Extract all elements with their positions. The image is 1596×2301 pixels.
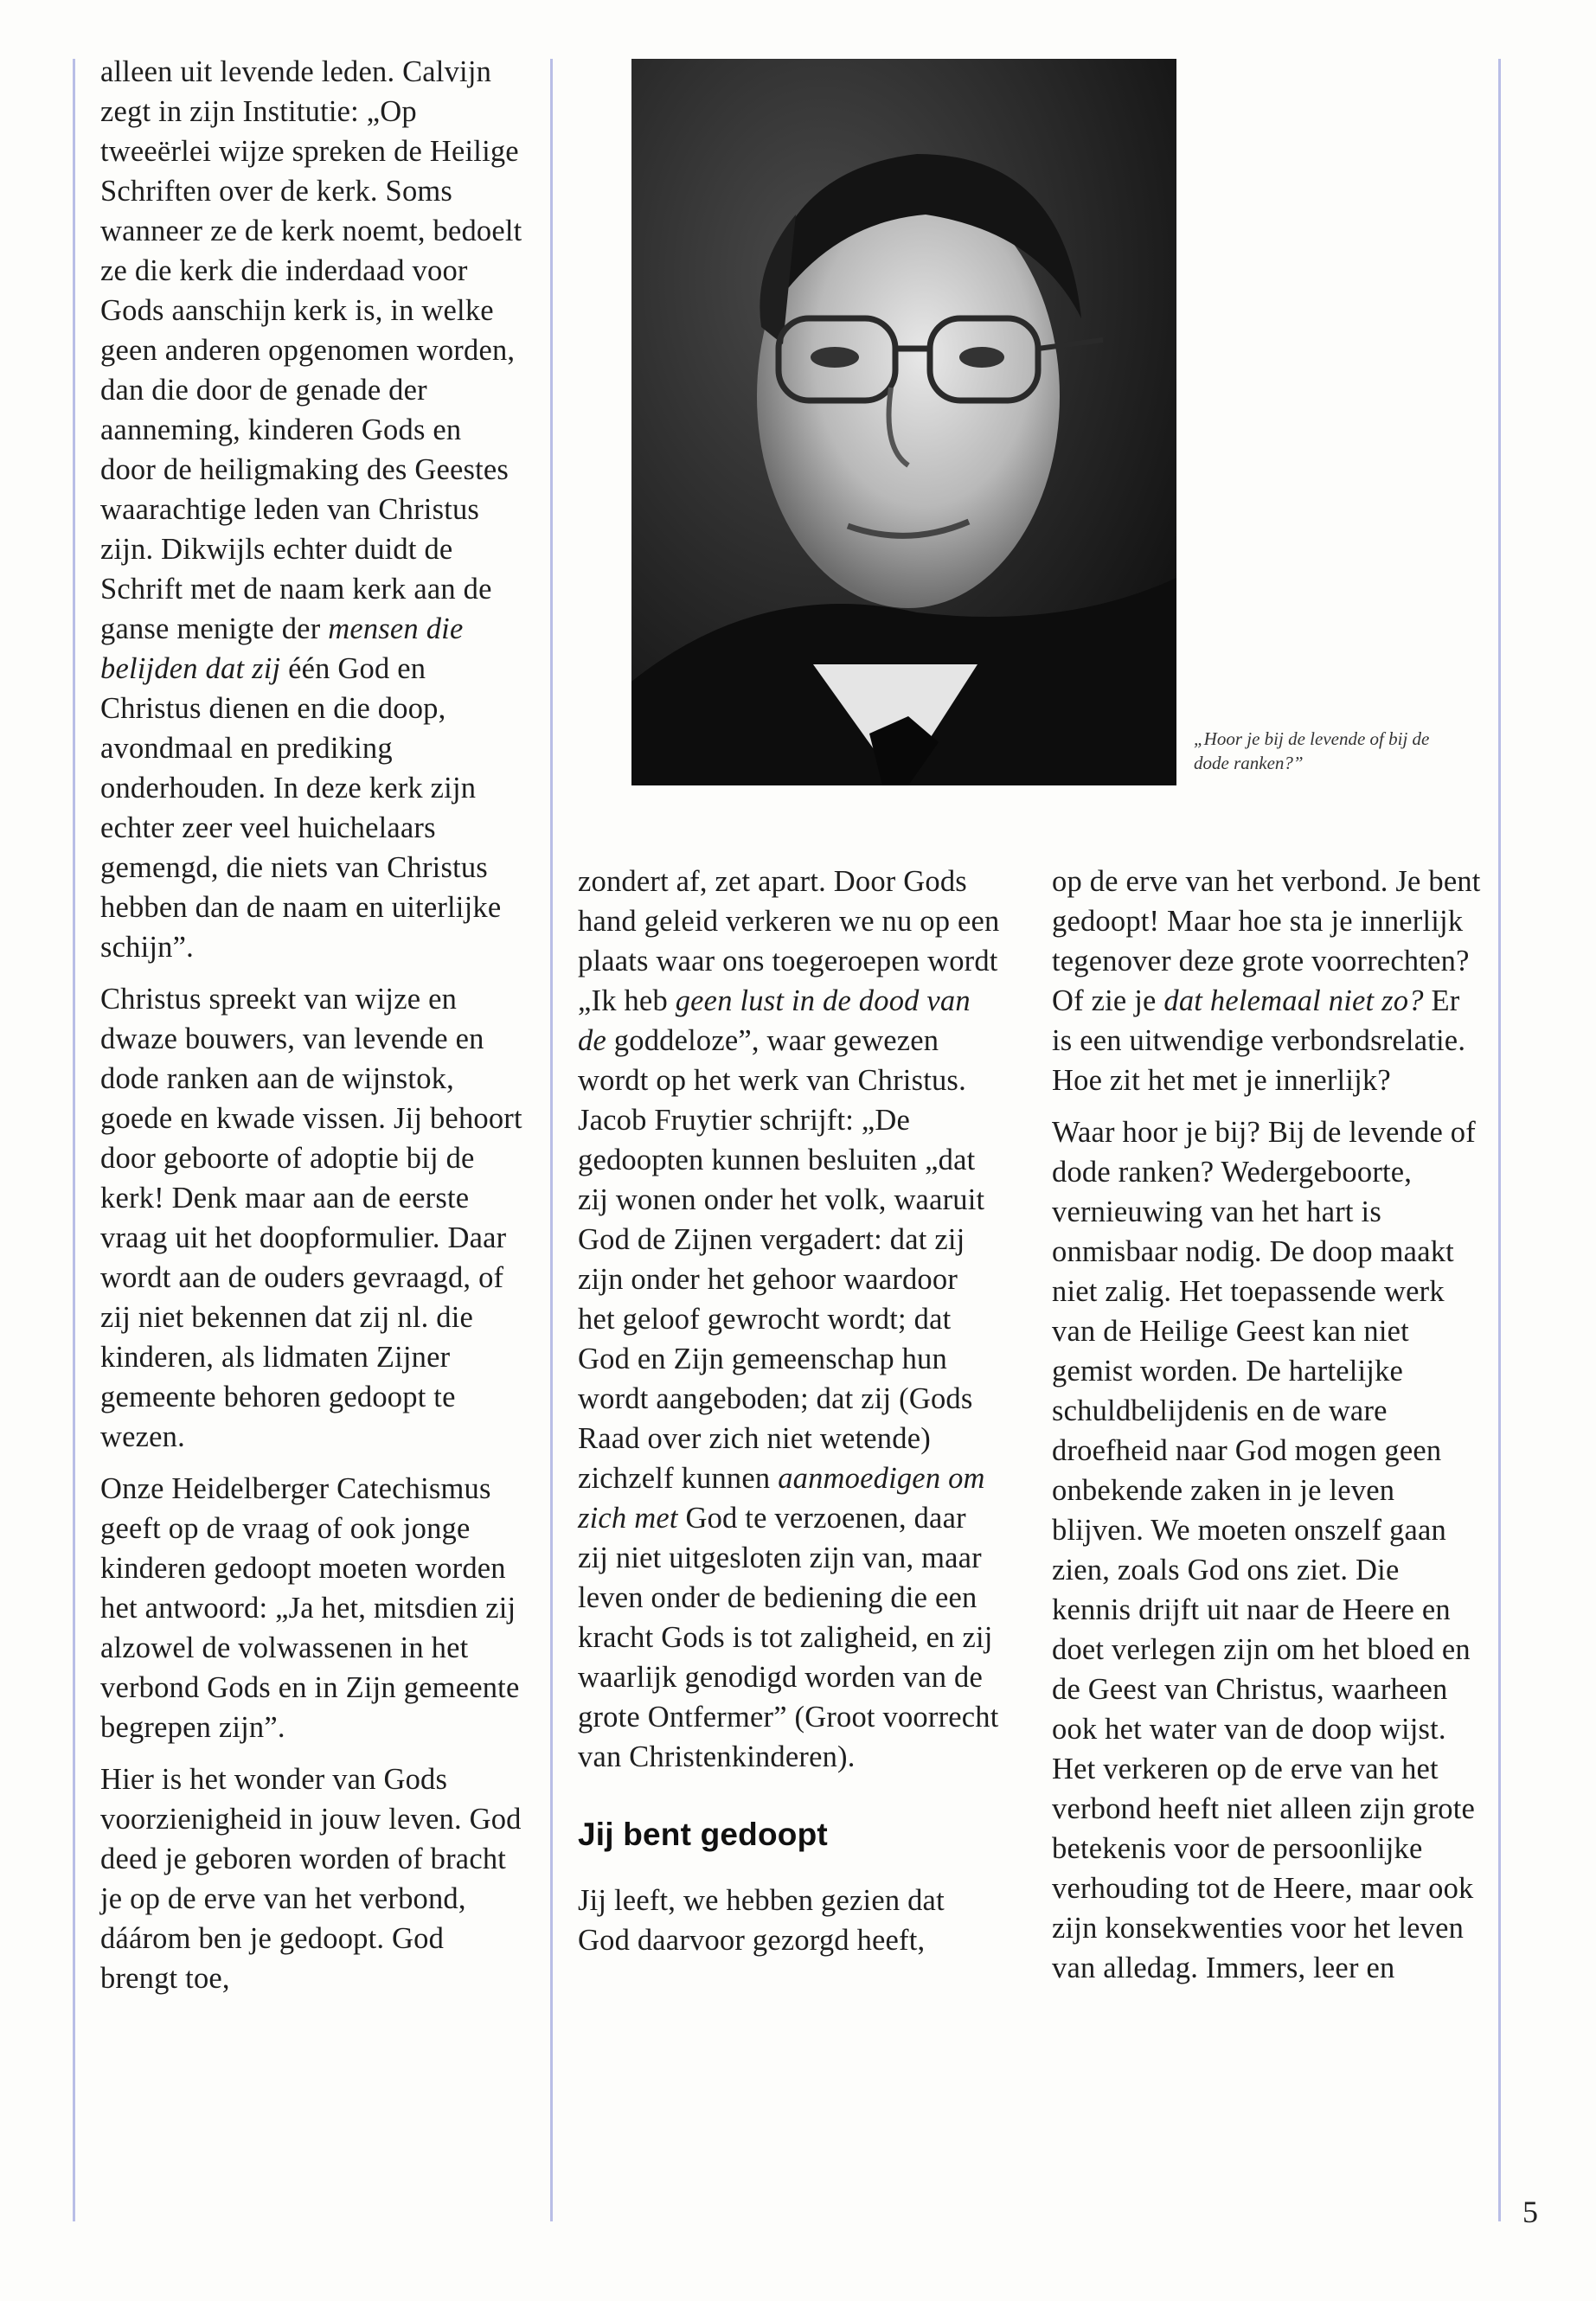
paragraph: Onze Heidelberger Catechismus geeft op de vraag of ook jonge kinderen gedoopt moeten worden het antwoord: „Ja het, mitsdien zij alzowel de volwassenen in het verbond Gods en in Zijn gemeente begrepen zijn”. xyxy=(100,1472,520,1744)
portrait-photo xyxy=(631,59,1176,785)
text-column-2 xyxy=(578,862,1002,1960)
paragraph: Waar hoor je bij? Bij de levende of dode ranken? Wedergeboorte, vernieuwing van het hart is onmisbaar nodig. De doop maakt niet zalig. Het toepassende werk van de Heilige Geest kan niet gemist worden. De hartelijke schuldbelijdenis en de ware droefheid naar God mogen geen onbekende zaken in je leven blijven. We moeten onszelf gaan zien, zoals God ons ziet. Die kennis drijft uit naar de Heere en doet verlegen zijn om het bloed en de Geest van Christus, waarheen ook het water van de doop wijst. xyxy=(1052,1116,1476,1746)
paragraph: Jij leeft, we hebben gezien dat God daarvoor gezorgd heeft, xyxy=(578,1884,945,1957)
paragraph: op de erve van het verbond. Je bent gedoopt! Maar hoe sta je innerlijk tegenover deze grote voorrechten? Of zie je dat helemaal niet zo? Er is een uitwendige verbondsrelatie. Hoe zit het met je innerlijk? xyxy=(1052,865,1481,1097)
section-heading: Jij bent gedoopt xyxy=(578,1817,828,1852)
page-number: 5 xyxy=(1522,2195,1538,2229)
paragraph: zondert af, zet apart. Door Gods hand geleid verkeren we nu op een plaats waar ons toegeroepen wordt „Ik heb geen lust in de dood van de goddeloze”, waar gewezen wordt op het werk van Christus. Jacob Fruytier schrijft: „De gedoopten kunnen besluiten „dat zij wonen onder het volk, waaruit God de Zijnen vergadert: dat zij zijn onder het gehoor waardoor het geloof gewrocht wordt; dat God en Zijn gemeenschap hun wordt aangeboden; dat zij (Gods Raad over zich niet wetende) zichzelf kunnen aanmoedigen om zich met God te verzoenen, daar zij niet uitgesloten zijn van, maar leven onder de bediening die een kracht Gods is tot zaligheid, en zij waarlijk genodigd worden van de grote Ontfermer” (Groot voorrecht van Christenkinderen). xyxy=(578,865,1000,1773)
right-margin-rule xyxy=(1498,59,1501,2221)
paragraph: Christus spreekt van wijze en dwaze bouwers, van levende en dode ranken aan de wijnstok, goede en kwade vissen. Jij behoort door geboorte of adoptie bij de kerk! Denk maar aan de eerste vraag uit het doopformulier. Daar wordt aan de ouders gevraagd, of zij niet bekennen dat zij nl. die kinderen, als lidmaten Zijner gemeente behoren gedoopt te wezen. xyxy=(100,983,522,1453)
column-divider-rule xyxy=(550,59,553,2221)
paragraph: Hier is het wonder van Gods voorzienigheid in jouw leven. God deed je geboren worden of bracht je op de erve van het verbond, dáárom ben je gedoopt. God brengt toe, xyxy=(100,1763,522,1995)
paragraph: alleen uit levende leden. Calvijn zegt in zijn Institutie: „Op tweeërlei wijze spreken de Heilige Schriften over de kerk. Soms wanneer ze de kerk noemt, bedoelt ze die kerk die inderdaad voor Gods aanschijn kerk is, in welke geen anderen opgenomen worden, dan die door de genade der aanneming, kinderen Gods en door de heiligmaking des Geestes waarachtige leden van Christus zijn. Dikwijls echter duidt de Schrift met de naam kerk aan de ganse menigte der mensen die belijden dat zij één God en Christus dienen en die doop, avondmaal en prediking onderhouden. In deze kerk zijn echter zeer veel huichelaars gemengd, die niets van Christus hebben dan de naam en uiterlijke schijn”. xyxy=(100,55,522,964)
photo-caption: „Hoor je bij de levende of bij de dode ranken?” xyxy=(1194,728,1430,773)
text-column-3 xyxy=(1052,862,1484,1988)
text-column-1 xyxy=(100,52,524,1998)
left-margin-rule xyxy=(73,59,75,2221)
paragraph: Het verkeren op de erve van het verbond heeft niet alleen zijn grote betekenis voor de persoonlijke verhouding tot de Heere, maar ook zijn konsekwenties voor het leven van alledag. Immers, leer en xyxy=(1052,1753,1476,1984)
